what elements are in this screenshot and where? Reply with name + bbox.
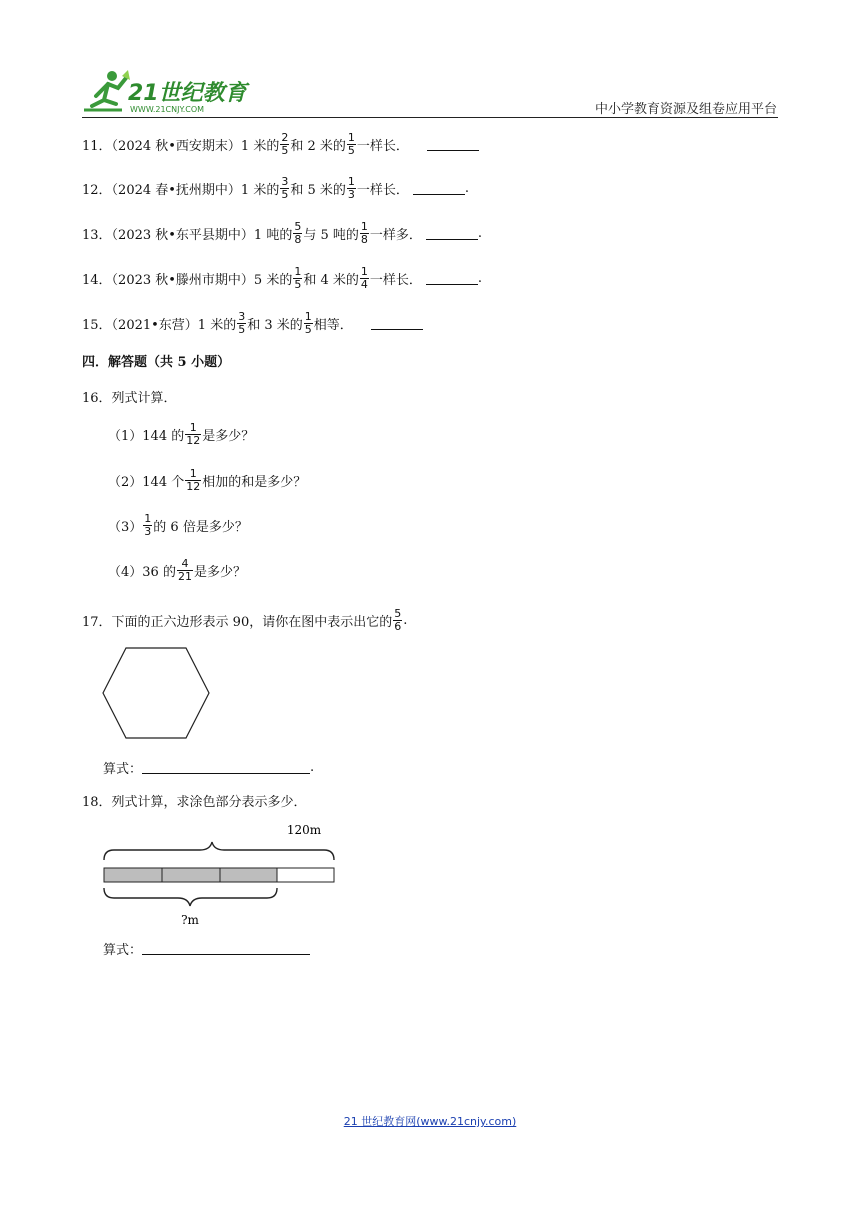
shaded-part [162,868,220,882]
section-title: 四．解答题（共 5 小题） [82,354,231,370]
answer-blank[interactable] [413,182,465,195]
question-16-3: （3） $\frac{1}{3}$ 的 6 倍是多少？ [108,511,248,538]
logo-text: 21世纪教育 [128,81,247,106]
shaded-part [104,868,162,882]
question-16-1: （1）144 的 $\frac{1}{12}$ 是多少？ [108,420,255,447]
formula-blank[interactable] [142,761,310,774]
answer-blank[interactable] [426,227,478,240]
top-label: 120m [286,823,322,837]
question-17-formula: 算式： . [103,759,315,777]
question-12: 12．（2024 春•抚州期中）1 米的 $\frac{3}{5}$ 和 5 米的 $\frac{1}{3}$ 一样长． . [82,174,470,201]
platform-title: 中小学教育资源及组卷应用平台 [594,102,777,117]
answer-blank[interactable] [427,138,479,151]
header-divider [82,117,778,118]
top-brace [104,842,334,860]
bottom-label: ?m [181,913,199,927]
answer-blank[interactable] [371,317,423,330]
fraction: $\frac{2}{5}$ [281,130,289,157]
footer-link[interactable]: 21 世纪教育网(www.21cnjy.com) [343,1115,517,1128]
question-18-formula: 算式： [103,934,310,962]
hexagon-diagram[interactable] [100,646,212,740]
logo-sub: WWW.21CNJY.COM [130,105,205,114]
question-16-title: 16．列式计算． [82,390,177,406]
logo [82,66,262,116]
question-16-4: （4）36 的 $\frac{4}{21}$ 是多少？ [108,556,246,583]
question-15: 15．（2021•东营）1 米的 $\frac{3}{5}$ 和 3 米的 $\frac{1}{5}$ 相等． [82,309,423,337]
formula-blank[interactable] [142,942,310,955]
question-18: 18．列式计算，求涂色部分表示多少． [82,794,307,810]
unshaded-part [277,868,334,882]
answer-blank[interactable] [426,272,478,285]
question-16-2: （2）144 个 $\frac{1}{12}$ 相加的和是多少？ [108,466,307,493]
bar-diagram [100,820,340,930]
footer [0,1113,860,1129]
question-13: 13．（2023 秋•东平县期中）1 吨的 $\frac{5}{8}$ 与 5 吨的 $\frac{1}{8}$ 一样多． . [82,219,483,246]
question-11: 11．（2024 秋•西安期末）1 米的 $\frac{2}{5}$ 和 2 米的 $\frac{1}{5}$ 一样长． [82,130,479,158]
bottom-brace [104,888,277,906]
question-17: 17．下面的正六边形表示 90，请你在图中表示出它的 $\frac{5}{6}$ . [82,606,408,633]
question-14: 14．（2023 秋•滕州市期中）5 米的 $\frac{1}{5}$ 和 4 米的 $\frac{1}{4}$ 一样长． . [82,264,483,291]
shaded-part [220,868,277,882]
fraction: $\frac{1}{5}$ [347,130,355,157]
